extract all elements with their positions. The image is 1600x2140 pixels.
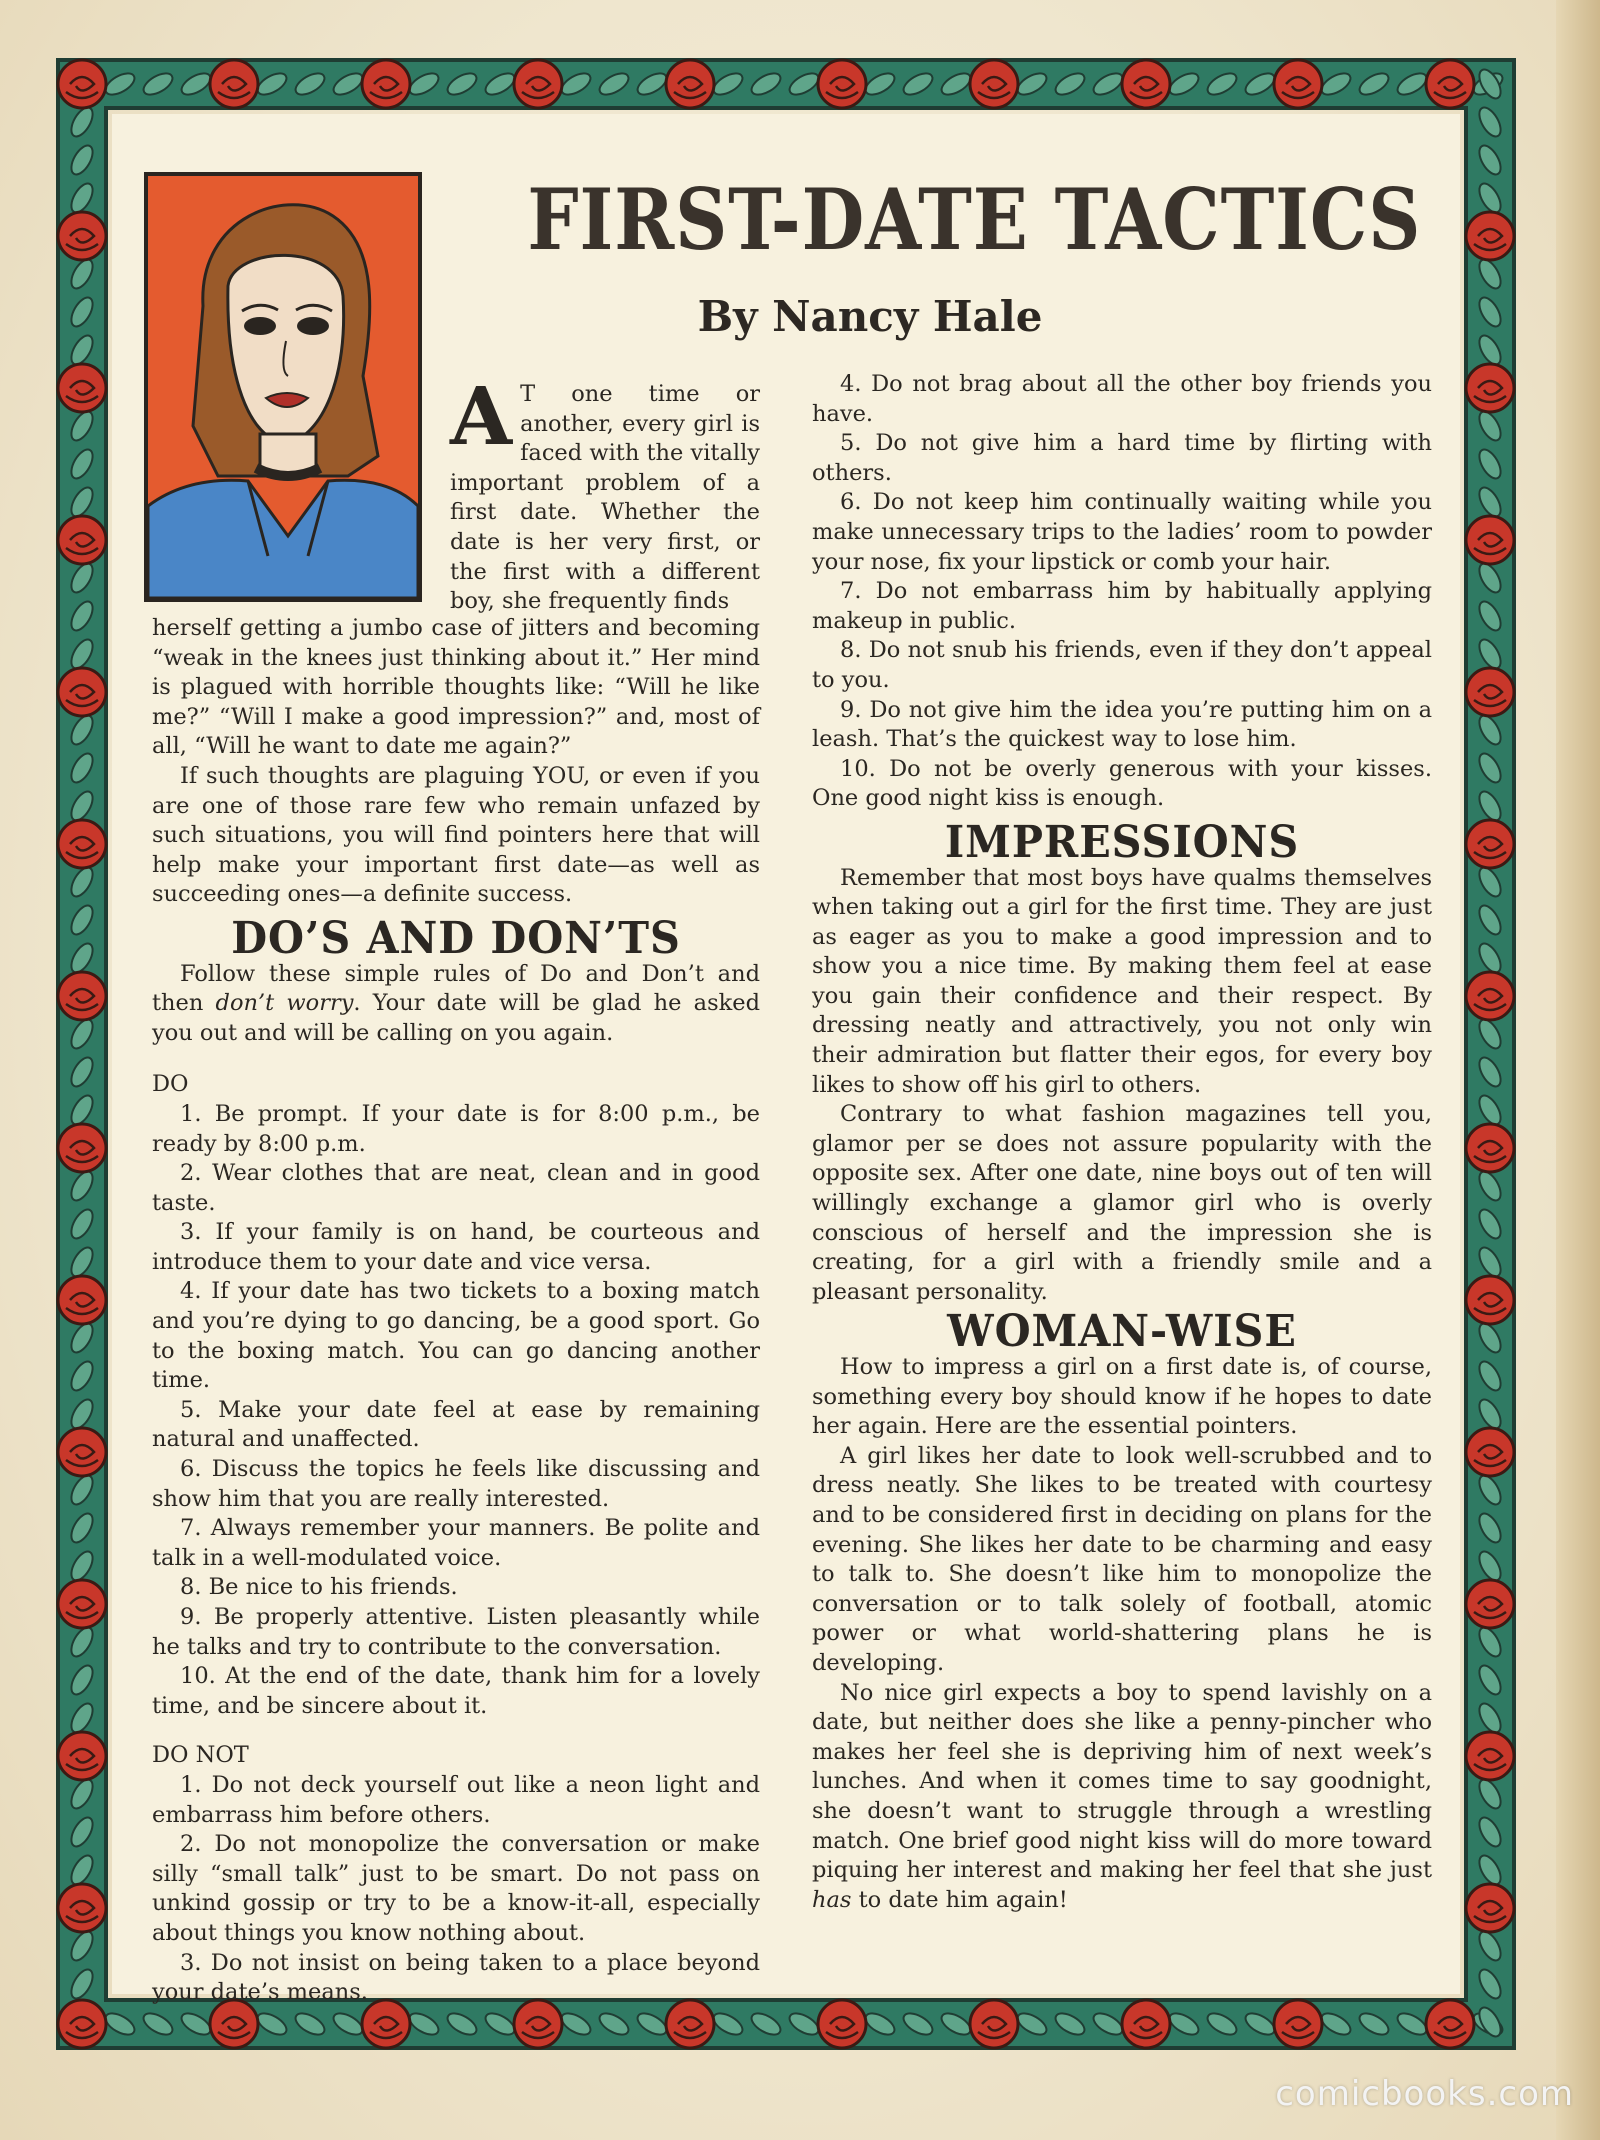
donot-list-right <box>812 370 1432 814</box>
rose-icon <box>58 1884 106 1932</box>
leaf-icon <box>1475 1206 1505 1242</box>
intro-continuation: herself getting a jumbo case of jitters and becoming “weak in the knees just thinking about it.” Her mind is plagued with horrible thoughts like: “Will he like me?” “Will I make a good impression?” and, most of all, “Will he want to date me again?” <box>152 615 760 760</box>
leaf-icon <box>1356 2009 1392 2039</box>
leaf-icon <box>1014 69 1050 99</box>
donot-item: 1. Do not deck yourself out like a neon light and embarrass him before others. <box>152 1771 760 1828</box>
leaf-icon <box>1475 864 1505 900</box>
dos-donts-intro <box>152 960 760 1049</box>
leaf-icon <box>1475 1054 1505 1090</box>
leaf-icon <box>330 69 366 99</box>
impressions-paragraph-2: Contrary to what fashion magazines tell you, glamor per se does not assure popularity with the opposite sex. After one date, nine boys out of ten will willingly exchange a glamor girl who is overly conscious of herself and the impression she is creating, for a girl with a friendly smile and a pleasant personality. <box>812 1101 1432 1305</box>
leaf-icon <box>254 69 290 99</box>
leaf-icon <box>558 2009 594 2039</box>
rose-icon <box>58 972 106 1020</box>
leaf-icon <box>1475 902 1505 938</box>
leaf-icon <box>67 636 97 672</box>
donot-item: 9. Do not give him the idea you’re putting him on a leash. That’s the quickest way to lose him. <box>812 696 1432 753</box>
do-label: DO <box>152 1071 189 1098</box>
leaf-icon <box>67 408 97 444</box>
rose-icon <box>58 1124 106 1172</box>
woman-wise-p3-end: to date him again! <box>851 1886 1068 1913</box>
rose-icon <box>1122 2000 1170 2048</box>
do-item: 3. If your family is on hand, be courteous and introduce them to your date and vice versa. <box>152 1219 760 1275</box>
rose-icon <box>1466 668 1514 716</box>
leaf-icon <box>1475 1814 1505 1850</box>
leaf-icon <box>1475 750 1505 786</box>
rose-icon <box>1466 516 1514 564</box>
leaf-icon <box>67 560 97 596</box>
leaf-icon <box>1090 2009 1126 2039</box>
leaf-icon <box>1475 1776 1505 1812</box>
impressions-paragraph-1: Remember that most boys have qualms themselves when taking out a girl for the first time. They are just as eager as you to make a good impression and to show you a nice time. By making them feel at ease you gain their confidence and their respect. By dressing neatly and attractively, you not only win their admiration but flatter their egos, for every boy likes to show off his girl to others. <box>812 864 1432 1098</box>
heading-impressions: IMPRESSIONS <box>944 816 1300 868</box>
leaf-icon <box>67 902 97 938</box>
watermark: comicbooks.com <box>1275 2074 1574 2114</box>
rose-icon <box>58 820 106 868</box>
leaf-icon <box>786 2009 822 2039</box>
do-item: 4. If your date has two tickets to a boxing match and you’re dying to go dancing, be a good sport. Go to the boxing match. You can go dancing another time. <box>152 1278 760 1394</box>
woman-wise-paragraph-3 <box>812 1679 1432 1916</box>
rose-icon <box>58 212 106 260</box>
rose-icon <box>210 60 258 108</box>
rose-icon <box>1466 364 1514 412</box>
leaf-icon <box>67 750 97 786</box>
leaf-icon <box>1242 2009 1278 2039</box>
rose-icon <box>1466 1580 1514 1628</box>
leaf-icon <box>634 69 670 99</box>
rose-icon <box>58 1580 106 1628</box>
leaf-icon <box>1475 104 1505 140</box>
heading-woman-wise: WOMAN-WISE <box>947 1306 1297 1358</box>
leaf-icon <box>67 1358 97 1394</box>
rose-icon <box>1274 60 1322 108</box>
rose-icon <box>1426 60 1474 108</box>
leaf-icon <box>1475 1928 1505 1964</box>
donot-label: DO NOT <box>152 1742 249 1769</box>
leaf-icon <box>558 69 594 99</box>
rose-icon <box>514 60 562 108</box>
leaf-icon <box>1475 598 1505 634</box>
intro-paragraph-top <box>450 369 760 617</box>
leaf-icon <box>254 2009 290 2039</box>
rose-icon <box>1122 60 1170 108</box>
byline: By Nancy Hale <box>697 292 1043 341</box>
do-item: 1. Be prompt. If your date is for 8:00 p.m., be ready by 8:00 p.m. <box>152 1100 760 1157</box>
donot-item: 7. Do not embarrass him by habitually applying makeup in public. <box>812 578 1432 634</box>
leaf-icon <box>67 1548 97 1584</box>
leaf-icon <box>900 69 936 99</box>
leaf-icon <box>1475 1358 1505 1394</box>
rose-icon <box>1466 1732 1514 1780</box>
leaf-icon <box>67 180 97 216</box>
rose-icon <box>58 2000 106 2048</box>
rose-icon <box>58 1428 106 1476</box>
leaf-icon <box>67 1510 97 1546</box>
intro-text-top: T one time or another, every girl is faced with the vitally important problem of a first date. Whether the date is her very first, or the first with a different boy, she frequently finds <box>450 381 760 615</box>
leaf-icon <box>67 1966 97 2002</box>
leaf-icon <box>67 1472 97 1508</box>
leaf-icon <box>748 69 784 99</box>
page-title: FIRST-DATE TACTICS <box>527 170 1422 269</box>
rose-icon <box>818 2000 866 2048</box>
leaf-icon <box>67 1206 97 1242</box>
leaf-icon <box>1475 484 1505 520</box>
woman-wise-p3-emphasis: has <box>812 1886 852 1913</box>
leaf-icon <box>1475 1092 1505 1128</box>
rose-icon <box>58 668 106 716</box>
leaf-icon <box>67 294 97 330</box>
leaf-icon <box>786 69 822 99</box>
donot-list-left <box>152 1771 760 2008</box>
leaf-icon <box>67 1700 97 1736</box>
do-item: 7. Always remember your manners. Be polite and talk in a well-modulated voice. <box>152 1515 760 1571</box>
leaf-icon <box>1204 2009 1240 2039</box>
do-item: 2. Wear clothes that are neat, clean and in good taste. <box>152 1160 760 1216</box>
leaf-icon <box>1475 294 1505 330</box>
leaf-icon <box>1475 256 1505 292</box>
rose-icon <box>1466 972 1514 1020</box>
leaf-icon <box>67 1244 97 1280</box>
rose-icon <box>362 60 410 108</box>
leaf-icon <box>67 332 97 368</box>
leaf-icon <box>330 2009 366 2039</box>
leaf-icon <box>1242 69 1278 99</box>
leaf-icon <box>1475 1168 1505 1204</box>
leaf-icon <box>1475 1662 1505 1698</box>
leaf-icon <box>482 2009 518 2039</box>
leaf-icon <box>1475 712 1505 748</box>
do-list <box>152 1100 760 1721</box>
donot-item: 6. Do not keep him continually waiting while you make unnecessary trips to the ladies’ room to powder your nose, fix your lipstick or comb your hair. <box>812 489 1432 575</box>
leaf-icon <box>444 69 480 99</box>
rose-icon <box>1466 1276 1514 1324</box>
leaf-icon <box>444 2009 480 2039</box>
leaf-icon <box>67 940 97 976</box>
leaf-icon <box>1475 408 1505 444</box>
leaf-icon <box>67 484 97 520</box>
leaf-icon <box>596 69 632 99</box>
leaf-icon <box>292 69 328 99</box>
rose-icon <box>58 364 106 412</box>
leaf-icon <box>140 2009 176 2039</box>
rose-icon <box>970 2000 1018 2048</box>
left-column <box>152 614 760 2008</box>
leaf-icon <box>1475 1966 1505 2002</box>
donot-item: 5. Do not give him a hard time by flirting with others. <box>812 430 1432 486</box>
leaf-icon <box>67 1016 97 1052</box>
leaf-icon <box>1475 142 1505 178</box>
leaf-icon <box>1475 1016 1505 1052</box>
rose-icon <box>1466 1884 1514 1932</box>
rose-icon <box>58 60 106 108</box>
leaf-icon <box>1318 69 1354 99</box>
leaf-icon <box>102 2009 138 2039</box>
leaf-icon <box>140 69 176 99</box>
leaf-icon <box>938 2009 974 2039</box>
leaf-icon <box>1204 69 1240 99</box>
do-item: 10. At the end of the date, thank him for a lovely time, and be sincere about it. <box>152 1663 760 1719</box>
leaf-icon <box>748 2009 784 2039</box>
do-item: 8. Be nice to his friends. <box>180 1574 458 1601</box>
rose-icon <box>1274 2000 1322 2048</box>
drop-cap: A <box>450 369 513 463</box>
rose-icon <box>1426 2000 1474 2048</box>
leaf-icon <box>67 1092 97 1128</box>
leaf-icon <box>292 2009 328 2039</box>
leaf-icon <box>67 1776 97 1812</box>
leaf-icon <box>1475 940 1505 976</box>
leaf-icon <box>178 69 214 99</box>
leaf-icon <box>67 1320 97 1356</box>
woman-wise-paragraph-1: How to impress a girl on a first date is, of course, something every boy should know if he hopes to date her again. Here are the essential pointers. <box>812 1354 1432 1440</box>
leaf-icon <box>67 1928 97 1964</box>
girl-portrait-icon <box>148 176 418 598</box>
leaf-icon <box>1475 636 1505 672</box>
leaf-icon <box>67 446 97 482</box>
rose-icon <box>58 1276 106 1324</box>
leaf-icon <box>1475 1244 1505 1280</box>
leaf-icon <box>596 2009 632 2039</box>
dos-donts-intro-emphasis: don’t worry <box>215 990 354 1017</box>
leaf-icon <box>1475 1624 1505 1660</box>
leaf-icon <box>178 2009 214 2039</box>
leaf-icon <box>1475 180 1505 216</box>
leaf-icon <box>710 69 746 99</box>
leaf-icon <box>1014 2009 1050 2039</box>
dos-donts-intro-end: . Your date will be glad he asked you out and will be calling on you again. <box>152 990 760 1046</box>
donot-item: 2. Do not monopolize the conversation or make silly “small talk” just to be smart. Do not pass on unkind gossip or try to be a know-it-all, especially about things you know nothing about. <box>152 1831 760 1946</box>
leaf-icon <box>67 788 97 824</box>
leaf-icon <box>67 864 97 900</box>
leaf-icon <box>1166 69 1202 99</box>
leaf-icon <box>1475 332 1505 368</box>
leaf-icon <box>1475 1510 1505 1546</box>
leaf-icon <box>1475 1472 1505 1508</box>
leaf-icon <box>1356 69 1392 99</box>
leaf-icon <box>862 2009 898 2039</box>
leaf-icon <box>67 712 97 748</box>
rose-icon <box>1466 820 1514 868</box>
leaf-icon <box>482 69 518 99</box>
leaf-icon <box>67 104 97 140</box>
dos-donts-intro-text: Follow these simple rules of Do and Don’t and then <box>152 960 760 1017</box>
leaf-icon <box>406 2009 442 2039</box>
leaf-icon <box>938 69 974 99</box>
leaf-icon <box>67 1168 97 1204</box>
leaf-icon <box>67 1054 97 1090</box>
rose-icon <box>970 60 1018 108</box>
portrait-illustration <box>144 172 422 602</box>
leaf-icon <box>1475 1320 1505 1356</box>
donot-item: 3. Do not insist on being taken to a place beyond your date’s means. <box>152 1949 760 2006</box>
leaf-icon <box>1475 1396 1505 1432</box>
leaf-icon <box>862 69 898 99</box>
leaf-icon <box>1318 2009 1354 2039</box>
leaf-icon <box>1475 1852 1505 1888</box>
rose-icon <box>666 60 714 108</box>
leaf-icon <box>1052 69 1088 99</box>
leaf-icon <box>710 2009 746 2039</box>
leaf-icon <box>1475 1700 1505 1736</box>
donot-item: 8. Do not snub his friends, even if they don’t appeal to you. <box>812 637 1432 693</box>
rose-icon <box>1466 212 1514 260</box>
leaf-icon <box>67 1662 97 1698</box>
leaf-icon <box>67 598 97 634</box>
leaf-icon <box>900 2009 936 2039</box>
donot-item: 4. Do not brag about all the other boy friends you have. <box>812 371 1432 427</box>
donot-item: 10. Do not be overly generous with your kisses. One good night kiss is enough. <box>812 755 1432 812</box>
heading-dos-donts: DO’S AND DON’TS <box>231 912 681 964</box>
leaf-icon <box>1475 1548 1505 1584</box>
leaf-icon <box>67 1814 97 1850</box>
leaf-icon <box>67 1396 97 1432</box>
leaf-icon <box>1394 2009 1430 2039</box>
leaf-icon <box>634 2009 670 2039</box>
leaf-icon <box>1052 2009 1088 2039</box>
leaf-icon <box>1166 2009 1202 2039</box>
rose-icon <box>818 60 866 108</box>
leaf-icon <box>1475 788 1505 824</box>
leaf-icon <box>102 69 138 99</box>
do-item: 9. Be properly attentive. Listen pleasantly while he talks and try to contribute to the conversation. <box>152 1604 760 1660</box>
do-item: 6. Discuss the topics he feels like discussing and show him that you are really interested. <box>152 1456 760 1512</box>
rose-icon <box>1466 1124 1514 1172</box>
leaf-icon <box>67 1852 97 1888</box>
leaf-icon <box>1090 69 1126 99</box>
leaf-icon <box>1475 560 1505 596</box>
rose-icon <box>58 516 106 564</box>
woman-wise-paragraph-2: A girl likes her date to look well-scrubbed and to dress neatly. She likes to be treated with courtesy and to be considered first in deciding on plans for the evening. She likes her date to be charming and easy to talk to. She doesn’t like him to monopolize the conversation or to talk solely of football, atomic power or what world-shattering plans he is developing. <box>812 1442 1432 1676</box>
intro-paragraph-2: If such thoughts are plaguing YOU, or even if you are one of those rare few who remain unfazed by such situations, you will find pointers here that will help make your important first date—as well as succeeding ones—a definite success. <box>152 762 760 908</box>
leaf-icon <box>1394 69 1430 99</box>
right-column <box>812 370 1432 1915</box>
leaf-icon <box>1475 446 1505 482</box>
do-item: 5. Make your date feel at ease by remaining natural and unaffected. <box>152 1396 760 1453</box>
rose-icon <box>58 1732 106 1780</box>
rose-icon <box>1466 1428 1514 1476</box>
leaf-icon <box>67 142 97 178</box>
leaf-icon <box>67 256 97 292</box>
woman-wise-p3-text: No nice girl expects a boy to spend lavishly on a date, but neither does she like a penny-pincher who makes her feel she is depriving him of next week’s lunches. And when it comes time to say goodnight, she doesn’t want to struggle through a wrestling match. One brief good night kiss will do more toward piquing her interest and making her feel that she just <box>812 1679 1432 1884</box>
leaf-icon <box>406 69 442 99</box>
leaf-icon <box>67 1624 97 1660</box>
